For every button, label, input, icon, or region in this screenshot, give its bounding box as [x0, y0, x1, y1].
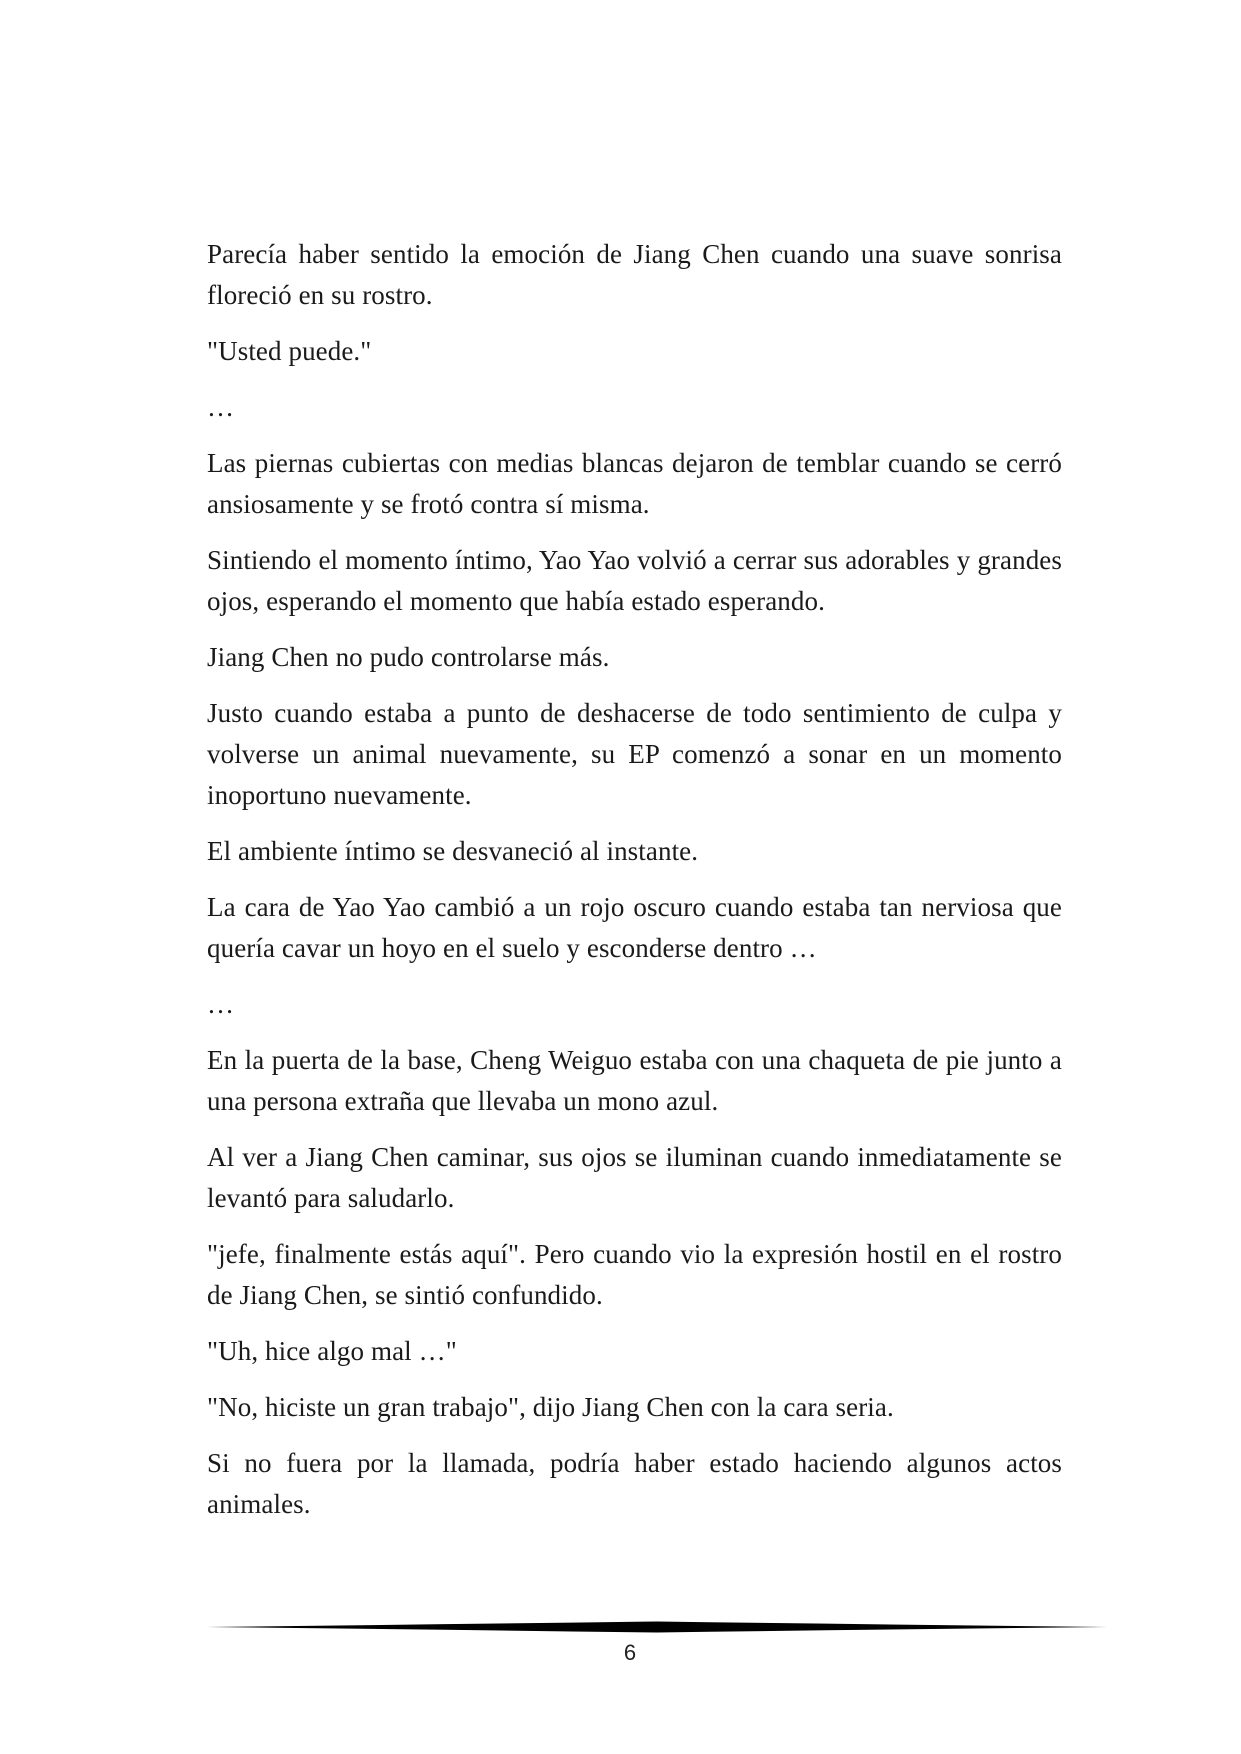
paragraph: …	[207, 989, 235, 1019]
paragraph: Jiang Chen no pudo controlarse más.	[207, 642, 610, 672]
paragraph: Al ver a Jiang Chen caminar, sus ojos se iluminan cuando inmediatamente se levantó para saludarlo.	[207, 1142, 1062, 1213]
paragraph: La cara de Yao Yao cambió a un rojo oscuro cuando estaba tan nerviosa que quería cavar un hoyo en el suelo y esconderse dentro …	[207, 892, 1062, 963]
page-body	[207, 234, 1062, 1540]
paragraph: El ambiente íntimo se desvaneció al instante.	[207, 836, 699, 866]
paragraph: "Usted puede."	[207, 336, 372, 366]
paragraph: Sintiendo el momento íntimo, Yao Yao volvió a cerrar sus adorables y grandes ojos, esperando el momento que había estado esperando.	[207, 545, 1062, 616]
paragraph: Parecía haber sentido la emoción de Jiang Chen cuando una suave sonrisa floreció en su rostro.	[207, 239, 1062, 310]
paragraph: "No, hiciste un gran trabajo", dijo Jiang Chen con la cara seria.	[207, 1392, 894, 1422]
footer-divider	[207, 1620, 1107, 1634]
paragraph: Las piernas cubiertas con medias blancas dejaron de temblar cuando se cerró ansiosamente y se frotó contra sí misma.	[207, 448, 1062, 519]
paragraph: …	[207, 392, 235, 422]
paragraph: "jefe, finalmente estás aquí". Pero cuando vio la expresión hostil en el rostro de Jiang Chen, se sintió confundido.	[207, 1239, 1062, 1310]
page-number: 6	[623, 1640, 637, 1665]
paragraph: En la puerta de la base, Cheng Weiguo estaba con una chaqueta de pie junto a una persona extraña que llevaba un mono azul.	[207, 1045, 1062, 1116]
paragraph: Justo cuando estaba a punto de deshacerse de todo sentimiento de culpa y volverse un animal nuevamente, su EP comenzó a sonar en un momento inoportuno nuevamente.	[207, 698, 1062, 810]
paragraph: "Uh, hice algo mal …"	[207, 1336, 457, 1366]
paragraph: Si no fuera por la llamada, podría haber estado haciendo algunos actos animales.	[207, 1448, 1062, 1519]
